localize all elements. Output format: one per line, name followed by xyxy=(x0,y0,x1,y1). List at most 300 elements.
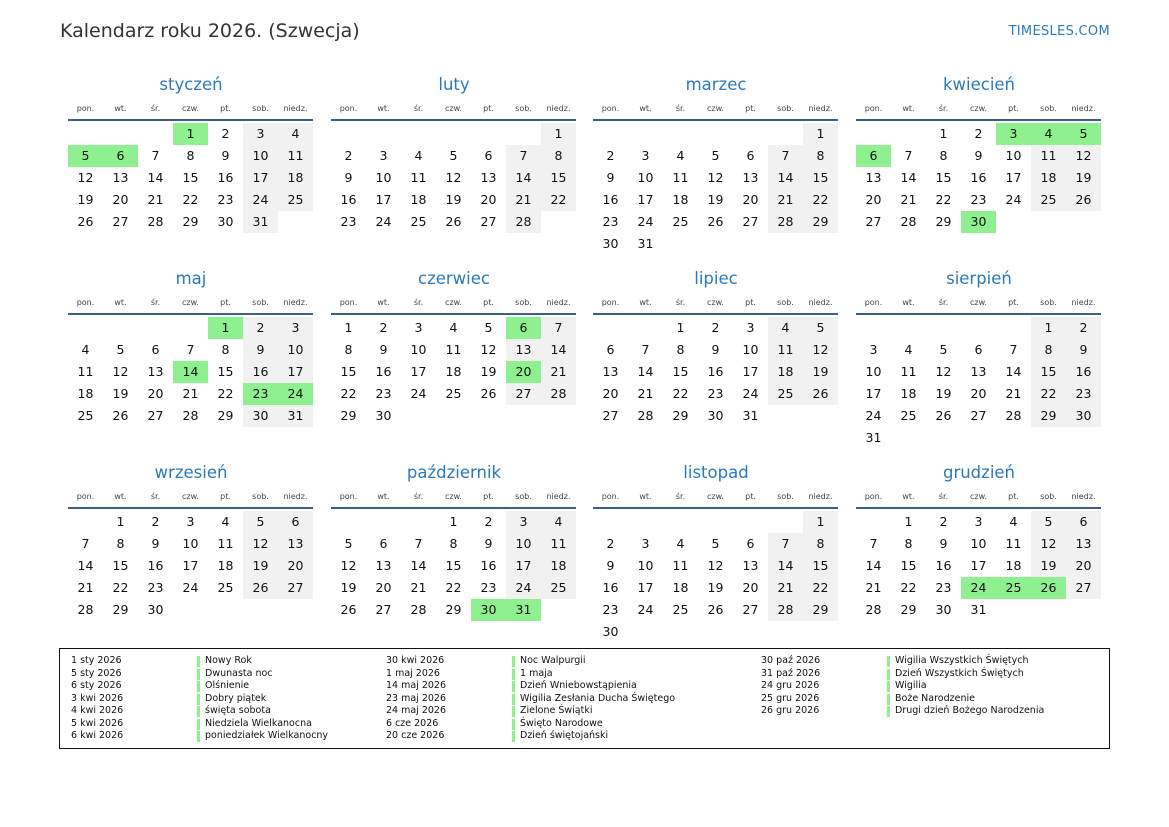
weekday-label: śr. xyxy=(150,103,161,113)
weekend-day-cell: 15 xyxy=(1031,361,1066,383)
empty-cell xyxy=(891,123,926,145)
weekday-label: czw. xyxy=(445,297,462,307)
empty-cell xyxy=(733,511,768,533)
holiday-marker xyxy=(512,731,515,742)
day-cell: 10 xyxy=(637,558,654,573)
holiday-day-cell: 5 xyxy=(68,145,103,167)
day-cell: 20 xyxy=(742,192,759,207)
weekday-label: pon. xyxy=(864,103,883,113)
header-rule xyxy=(68,119,313,121)
weekend-day-cell: 12 xyxy=(1031,533,1066,555)
empty-cell xyxy=(1031,599,1066,621)
weekend-day-cell: 18 xyxy=(541,555,576,577)
week-row xyxy=(856,427,1102,449)
day-cell: 29 xyxy=(217,408,234,423)
week-row xyxy=(856,189,1102,211)
empty-cell xyxy=(541,599,576,621)
day-cell: 6 xyxy=(746,536,755,551)
day-cell: 12 xyxy=(480,342,497,357)
weekend-day-cell: 28 xyxy=(506,211,541,233)
day-cell: 8 xyxy=(449,536,458,551)
weekend-day-cell: 8 xyxy=(803,145,838,167)
week-row xyxy=(68,145,314,167)
weekend-day-cell: 19 xyxy=(803,361,838,383)
day-cell: 19 xyxy=(935,386,952,401)
holiday-name: Wigilia Wszystkich Świętych xyxy=(895,655,1029,666)
day-cell: 28 xyxy=(77,602,94,617)
holiday-entry xyxy=(71,730,328,743)
empty-cell xyxy=(698,511,733,533)
weekend-day-cell: 11 xyxy=(278,145,313,167)
weekday-label: niedz. xyxy=(283,103,308,113)
day-cell: 27 xyxy=(970,408,987,423)
holiday-name: poniedziałek Wielkanocny xyxy=(205,730,329,741)
day-cell: 28 xyxy=(410,602,427,617)
day-cell: 15 xyxy=(112,558,129,573)
day-cell: 29 xyxy=(672,408,689,423)
weekday-label: pt. xyxy=(745,103,756,113)
holiday-marker xyxy=(197,719,200,730)
weekday-label: pon. xyxy=(339,103,358,113)
day-cell: 11 xyxy=(672,558,689,573)
weekend-day-cell: 16 xyxy=(243,361,278,383)
day-cell: 23 xyxy=(707,386,724,401)
month-name: wrzesień xyxy=(154,463,228,482)
week-row xyxy=(593,361,839,383)
weekday-label: pon. xyxy=(339,297,358,307)
holiday-date: 31 paź 2026 xyxy=(761,667,821,679)
weekend-day-cell: 21 xyxy=(768,577,803,599)
day-cell: 4 xyxy=(1009,514,1018,529)
day-cell: 4 xyxy=(676,148,685,163)
weekday-label: sob. xyxy=(515,103,532,113)
week-row xyxy=(68,189,314,211)
empty-cell xyxy=(768,511,803,533)
weekend-day-cell: 1 xyxy=(541,123,576,145)
day-cell: 18 xyxy=(672,192,689,207)
empty-cell xyxy=(733,621,768,643)
weekend-day-cell: 10 xyxy=(278,339,313,361)
weekday-label: czw. xyxy=(182,297,199,307)
empty-cell xyxy=(663,123,698,145)
day-cell: 1 xyxy=(344,320,353,335)
day-cell: 10 xyxy=(970,536,987,551)
day-cell: 22 xyxy=(935,192,952,207)
week-row xyxy=(856,405,1102,427)
month-11 xyxy=(593,461,839,643)
weekend-day-cell: 12 xyxy=(243,533,278,555)
empty-cell xyxy=(856,123,891,145)
day-cell: 13 xyxy=(375,558,392,573)
day-cell: 6 xyxy=(379,536,388,551)
week-row xyxy=(68,123,314,145)
day-cell: 9 xyxy=(484,536,493,551)
day-cell: 16 xyxy=(935,558,952,573)
day-cell: 17 xyxy=(1005,170,1022,185)
day-cell: 8 xyxy=(116,536,125,551)
weekday-header xyxy=(68,486,314,506)
holiday-column-1 xyxy=(71,655,328,743)
holiday-day-cell: 30 xyxy=(961,211,996,233)
holiday-name: Olśnienie xyxy=(205,680,250,691)
day-cell: 17 xyxy=(182,558,199,573)
day-cell: 3 xyxy=(869,342,878,357)
week-row xyxy=(331,145,577,167)
day-cell: 11 xyxy=(672,170,689,185)
day-cell: 29 xyxy=(112,602,129,617)
day-cell: 23 xyxy=(147,580,164,595)
week-row xyxy=(593,577,839,599)
day-cell: 21 xyxy=(77,580,94,595)
header-rule xyxy=(331,313,576,315)
weekend-day-cell: 14 xyxy=(541,339,576,361)
weekday-label: wt. xyxy=(114,491,127,501)
empty-cell xyxy=(856,511,891,533)
empty-cell xyxy=(768,621,803,643)
empty-cell xyxy=(208,599,243,621)
day-cell: 2 xyxy=(606,148,615,163)
day-cell: 10 xyxy=(1005,148,1022,163)
holiday-entry xyxy=(386,668,675,681)
weekend-day-cell: 5 xyxy=(1031,511,1066,533)
day-cell: 23 xyxy=(340,214,357,229)
weekday-label: wt. xyxy=(902,491,915,501)
day-cell: 2 xyxy=(344,148,353,163)
weekend-day-cell: 18 xyxy=(1031,167,1066,189)
empty-cell xyxy=(401,511,436,533)
day-cell: 16 xyxy=(217,170,234,185)
weekend-day-cell: 7 xyxy=(768,533,803,555)
empty-cell xyxy=(593,123,628,145)
weekend-day-cell: 22 xyxy=(541,189,576,211)
week-row xyxy=(331,361,577,383)
weekday-label: niedz. xyxy=(546,297,571,307)
weekend-day-cell: 8 xyxy=(803,533,838,555)
holiday-day-cell: 26 xyxy=(1031,577,1066,599)
holiday-entry xyxy=(761,705,1044,718)
weekday-header xyxy=(593,292,839,312)
day-cell: 22 xyxy=(112,580,129,595)
weekday-header xyxy=(856,486,1102,506)
day-cell: 19 xyxy=(77,192,94,207)
empty-cell xyxy=(1031,427,1066,449)
empty-cell xyxy=(698,123,733,145)
day-cell: 7 xyxy=(869,536,878,551)
weekday-label: niedz. xyxy=(1071,491,1096,501)
day-cell: 23 xyxy=(970,192,987,207)
weekend-day-cell: 10 xyxy=(243,145,278,167)
holiday-name: Zielone Świątki xyxy=(520,705,593,716)
day-cell: 25 xyxy=(672,602,689,617)
day-cell: 26 xyxy=(707,602,724,617)
holiday-date: 5 kwi 2026 xyxy=(71,717,124,729)
week-row xyxy=(593,317,839,339)
weekday-label: niedz. xyxy=(283,297,308,307)
day-cell: 30 xyxy=(707,408,724,423)
day-cell: 28 xyxy=(637,408,654,423)
day-cell: 26 xyxy=(707,214,724,229)
weekend-day-cell: 3 xyxy=(506,511,541,533)
holiday-marker xyxy=(197,694,200,705)
weekend-day-cell: 19 xyxy=(243,555,278,577)
weekend-day-cell: 18 xyxy=(768,361,803,383)
holiday-marker xyxy=(887,656,890,667)
week-row xyxy=(68,167,314,189)
weekday-label: niedz. xyxy=(808,103,833,113)
weekday-label: wt. xyxy=(377,103,390,113)
day-cell: 30 xyxy=(935,602,952,617)
day-cell: 8 xyxy=(676,342,685,357)
weekend-day-cell: 17 xyxy=(243,167,278,189)
empty-cell xyxy=(471,123,506,145)
month-name: luty xyxy=(438,75,470,94)
day-cell: 20 xyxy=(742,580,759,595)
empty-cell xyxy=(278,599,313,621)
day-cell: 18 xyxy=(900,386,917,401)
day-cell: 12 xyxy=(112,364,129,379)
empty-cell xyxy=(663,511,698,533)
day-cell: 18 xyxy=(77,386,94,401)
day-cell: 24 xyxy=(375,214,392,229)
weekend-day-cell: 19 xyxy=(1066,167,1101,189)
week-row xyxy=(331,599,577,621)
week-row xyxy=(68,383,314,405)
holiday-date: 23 maj 2026 xyxy=(386,692,447,704)
header-rule xyxy=(856,507,1101,509)
empty-cell xyxy=(506,123,541,145)
holiday-entry xyxy=(386,718,675,731)
empty-cell xyxy=(803,621,838,643)
day-cell: 31 xyxy=(970,602,987,617)
weekend-day-cell: 25 xyxy=(768,383,803,405)
day-cell: 3 xyxy=(641,536,650,551)
weekend-day-cell: 3 xyxy=(278,317,313,339)
weekday-label: pon. xyxy=(76,103,95,113)
day-cell: 11 xyxy=(77,364,94,379)
day-cell: 29 xyxy=(935,214,952,229)
week-row xyxy=(68,361,314,383)
weekend-day-cell: 3 xyxy=(243,123,278,145)
week-row xyxy=(593,167,839,189)
weekend-day-cell: 24 xyxy=(506,577,541,599)
holiday-date: 30 kwi 2026 xyxy=(386,655,445,666)
holiday-day-cell: 24 xyxy=(961,577,996,599)
day-cell: 2 xyxy=(379,320,388,335)
weekday-label: czw. xyxy=(445,103,462,113)
holiday-date: 1 maj 2026 xyxy=(386,667,440,679)
holiday-entry xyxy=(761,668,1044,681)
day-cell: 21 xyxy=(900,192,917,207)
week-row xyxy=(593,211,839,233)
weekend-day-cell: 25 xyxy=(1031,189,1066,211)
week-row xyxy=(856,145,1102,167)
day-cell: 4 xyxy=(904,342,913,357)
weekday-label: pon. xyxy=(601,103,620,113)
week-row xyxy=(856,533,1102,555)
weekend-day-cell: 11 xyxy=(768,339,803,361)
weekend-day-cell: 5 xyxy=(803,317,838,339)
week-row xyxy=(331,577,577,599)
empty-cell xyxy=(628,511,663,533)
holiday-list xyxy=(59,648,1110,749)
week-row xyxy=(593,555,839,577)
week-row xyxy=(593,599,839,621)
day-cell: 22 xyxy=(445,580,462,595)
empty-cell xyxy=(173,317,208,339)
week-row xyxy=(68,533,314,555)
day-cell: 1 xyxy=(449,514,458,529)
day-cell: 5 xyxy=(344,536,353,551)
day-cell: 14 xyxy=(900,170,917,185)
week-row xyxy=(856,339,1102,361)
week-row xyxy=(856,317,1102,339)
day-cell: 20 xyxy=(865,192,882,207)
weekday-label: czw. xyxy=(445,491,462,501)
holiday-marker xyxy=(512,706,515,717)
weekday-header xyxy=(68,98,314,118)
week-row xyxy=(593,189,839,211)
holiday-date: 4 kwi 2026 xyxy=(71,705,124,716)
week-row xyxy=(593,123,839,145)
holiday-date: 24 gru 2026 xyxy=(761,680,820,691)
holiday-marker xyxy=(512,681,515,692)
weekend-day-cell: 26 xyxy=(243,577,278,599)
day-cell: 27 xyxy=(602,408,619,423)
day-cell: 9 xyxy=(939,536,948,551)
weekday-label: śr. xyxy=(413,297,424,307)
month-name: marzec xyxy=(685,75,747,94)
holiday-day-cell: 24 xyxy=(278,383,313,405)
weekday-label: pt. xyxy=(483,103,494,113)
day-cell: 9 xyxy=(221,148,230,163)
weekday-label: niedz. xyxy=(546,491,571,501)
empty-cell xyxy=(436,123,471,145)
weekend-day-cell: 14 xyxy=(768,555,803,577)
empty-cell xyxy=(331,123,366,145)
empty-cell xyxy=(1066,599,1101,621)
week-row xyxy=(331,383,577,405)
weekend-day-cell: 15 xyxy=(803,167,838,189)
holiday-marker xyxy=(197,706,200,717)
weekday-label: pt. xyxy=(745,491,756,501)
day-cell: 17 xyxy=(970,558,987,573)
day-cell: 14 xyxy=(865,558,882,573)
weekend-day-cell: 30 xyxy=(1066,405,1101,427)
day-cell: 4 xyxy=(676,536,685,551)
weekday-label: pt. xyxy=(1008,103,1019,113)
month-3 xyxy=(593,73,839,255)
weekend-day-cell: 16 xyxy=(1066,361,1101,383)
holiday-marker xyxy=(512,656,515,667)
weekday-label: sob. xyxy=(515,297,532,307)
weekday-label: sob. xyxy=(252,103,269,113)
holiday-day-cell: 5 xyxy=(1066,123,1101,145)
holiday-entry xyxy=(761,693,1044,706)
day-cell: 12 xyxy=(77,170,94,185)
holiday-entry xyxy=(71,718,328,731)
day-cell: 7 xyxy=(414,536,423,551)
holiday-day-cell: 20 xyxy=(506,361,541,383)
day-cell: 29 xyxy=(182,214,199,229)
weekend-day-cell: 12 xyxy=(1066,145,1101,167)
holiday-date: 6 kwi 2026 xyxy=(71,730,124,741)
day-cell: 9 xyxy=(151,536,160,551)
day-cell: 3 xyxy=(379,148,388,163)
day-cell: 30 xyxy=(602,236,619,251)
day-cell: 24 xyxy=(637,214,654,229)
day-cell: 25 xyxy=(77,408,94,423)
day-cell: 20 xyxy=(112,192,129,207)
holiday-marker xyxy=(197,669,200,680)
empty-cell xyxy=(401,405,436,427)
day-cell: 26 xyxy=(340,602,357,617)
day-cell: 9 xyxy=(606,558,615,573)
holiday-entry xyxy=(386,680,675,693)
holiday-name: Święto Narodowe xyxy=(520,717,603,729)
week-row xyxy=(331,511,577,533)
empty-cell xyxy=(331,511,366,533)
weekend-day-cell: 27 xyxy=(506,383,541,405)
day-cell: 2 xyxy=(151,514,160,529)
day-cell: 2 xyxy=(606,536,615,551)
holiday-date: 6 cze 2026 xyxy=(386,717,439,729)
site-link[interactable]: TIMESLES.COM xyxy=(1008,24,1110,39)
day-cell: 14 xyxy=(77,558,94,573)
day-cell: 29 xyxy=(445,602,462,617)
weekend-day-cell: 7 xyxy=(506,145,541,167)
weekday-label: śr. xyxy=(413,491,424,501)
day-cell: 8 xyxy=(221,342,230,357)
weekend-day-cell: 20 xyxy=(278,555,313,577)
header-rule xyxy=(68,507,313,509)
day-cell: 13 xyxy=(742,558,759,573)
week-row xyxy=(68,577,314,599)
day-cell: 27 xyxy=(480,214,497,229)
empty-cell xyxy=(996,317,1031,339)
weekend-day-cell: 7 xyxy=(768,145,803,167)
day-cell: 9 xyxy=(606,170,615,185)
month-name: październik xyxy=(406,463,502,482)
holiday-marker xyxy=(887,681,890,692)
weekday-label: wt. xyxy=(114,103,127,113)
empty-cell xyxy=(1031,211,1066,233)
day-cell: 8 xyxy=(904,536,913,551)
day-cell: 13 xyxy=(112,170,129,185)
day-cell: 30 xyxy=(602,624,619,639)
week-row xyxy=(331,123,577,145)
empty-cell xyxy=(436,405,471,427)
weekend-day-cell: 2 xyxy=(1066,317,1101,339)
month-10 xyxy=(331,461,577,621)
weekend-day-cell: 8 xyxy=(1031,339,1066,361)
holiday-entry xyxy=(71,655,328,668)
day-cell: 22 xyxy=(340,386,357,401)
weekend-day-cell: 14 xyxy=(768,167,803,189)
day-cell: 2 xyxy=(974,126,983,141)
weekend-day-cell: 15 xyxy=(541,167,576,189)
day-cell: 27 xyxy=(865,214,882,229)
day-cell: 22 xyxy=(217,386,234,401)
day-cell: 2 xyxy=(939,514,948,529)
holiday-day-cell: 31 xyxy=(506,599,541,621)
weekend-day-cell: 15 xyxy=(803,555,838,577)
header-rule xyxy=(68,313,313,315)
holiday-day-cell: 1 xyxy=(173,123,208,145)
day-cell: 8 xyxy=(344,342,353,357)
day-cell: 15 xyxy=(935,170,952,185)
day-cell: 3 xyxy=(974,514,983,529)
month-name: maj xyxy=(175,269,207,288)
